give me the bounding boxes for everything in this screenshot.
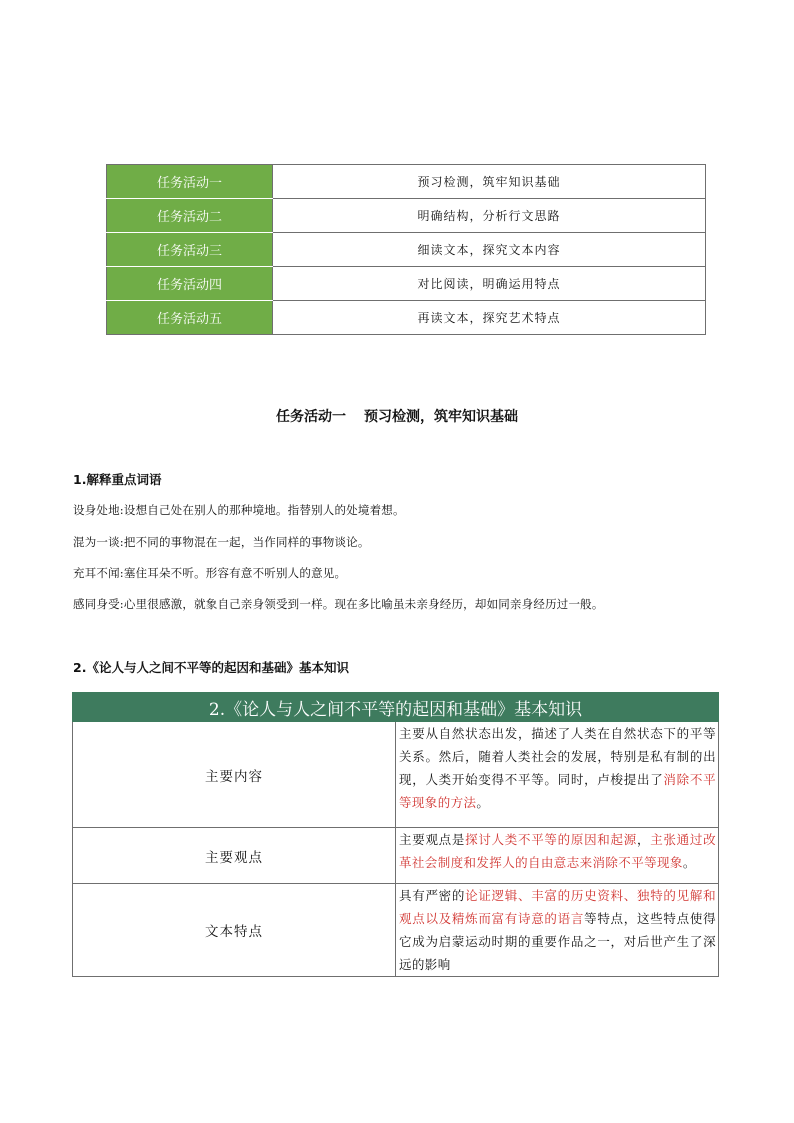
task-name: 任务活动五 <box>107 301 273 335</box>
row-label: 主要观点 <box>73 828 396 884</box>
row-label: 主要内容 <box>73 722 396 828</box>
task-description: 再读文本，探究艺术特点 <box>273 301 706 335</box>
highlight-text: 主张通过改革社会制度和发挥人的自由意志来消除不平等现象 <box>399 832 716 870</box>
knowledge-table-title: 2.《论人与人之间不平等的起因和基础》基本知识 <box>73 693 719 722</box>
knowledge-table <box>72 692 719 977</box>
highlight-text: 探讨人类不平等的原因和起源 <box>465 832 637 847</box>
knowledge-row <box>73 828 719 884</box>
task-row <box>107 233 706 267</box>
task-row <box>107 267 706 301</box>
row-content: 主要观点是探讨人类不平等的原因和起源，主张通过改革社会制度和发挥人的自由意志来消除不平等现象。 <box>396 828 719 884</box>
task-description: 预习检测，筑牢知识基础 <box>273 165 706 199</box>
task-row <box>107 165 706 199</box>
row-label: 文本特点 <box>73 884 396 977</box>
part2-heading: 2.《论人与人之间不平等的起因和基础》基本知识 <box>73 660 349 675</box>
row-content: 具有严密的论证逻辑、丰富的历史资料、独特的见解和观点以及精炼而富有诗意的语言等特点，这些特点使得它成为启蒙运动时期的重要作品之一，对后世产生了深远的影响 <box>396 884 719 977</box>
task-description: 明确结构，分析行文思路 <box>273 199 706 233</box>
part1-heading: 1.解释重点词语 <box>73 472 162 487</box>
task-row <box>107 199 706 233</box>
task-name: 任务活动二 <box>107 199 273 233</box>
row-content: 主要从自然状态出发，描述了人类在自然状态下的平等关系。然后，随着人类社会的发展，特别是私有制的出现，人类开始变得不平等。同时，卢梭提出了消除不平等现象的方法。 <box>396 722 719 828</box>
highlight-text: 消除不平等现象的方法 <box>399 772 716 810</box>
task-name: 任务活动四 <box>107 267 273 301</box>
task-name: 任务活动三 <box>107 233 273 267</box>
task-description: 细读文本，探究文本内容 <box>273 233 706 267</box>
section-label: 任务活动一 <box>276 409 346 425</box>
task-description: 对比阅读，明确运用特点 <box>273 267 706 301</box>
highlight-text: 论证逻辑、丰富的历史资料、独特的见解和观点以及精炼而富有诗意的语言 <box>399 888 716 926</box>
task-name: 任务活动一 <box>107 165 273 199</box>
term-definition: 设身处地:设想自己处在别人的那种境地。指替别人的处境着想。 <box>73 503 405 517</box>
term-definition: 感同身受:心里很感激，就象自己亲身领受到一样。现在多比喻虽未亲身经历，却如同亲身经历过一般。 <box>73 597 604 611</box>
term-definition: 充耳不闻:塞住耳朵不听。形容有意不听别人的意见。 <box>73 566 347 580</box>
task-overview-table <box>106 164 706 335</box>
section-subtitle: 预习检测，筑牢知识基础 <box>364 409 518 425</box>
knowledge-row <box>73 884 719 977</box>
term-definition: 混为一谈:把不同的事物混在一起，当作同样的事物谈论。 <box>73 535 370 549</box>
task-row <box>107 301 706 335</box>
knowledge-row <box>73 722 719 828</box>
section-title <box>0 406 794 426</box>
